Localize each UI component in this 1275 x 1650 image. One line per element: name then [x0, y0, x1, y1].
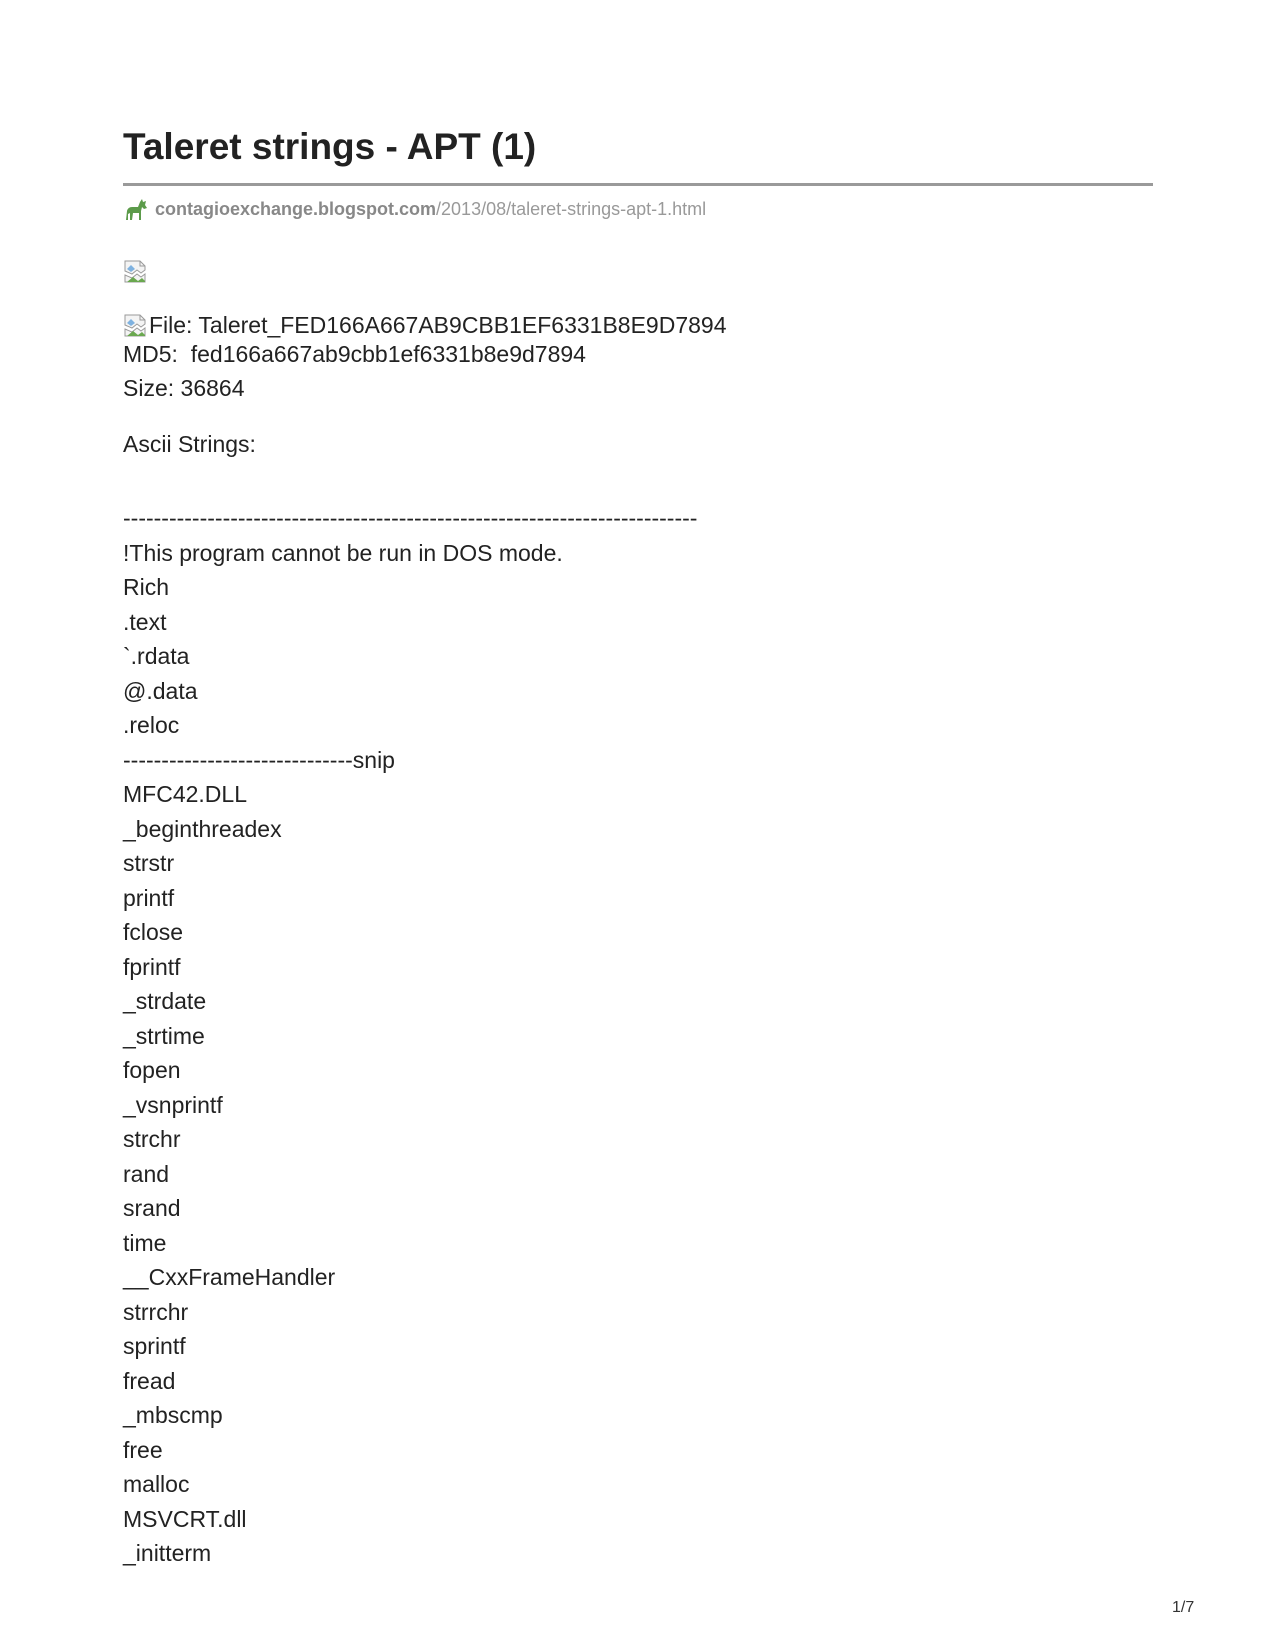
list-item: fopen	[123, 1057, 181, 1083]
source-path[interactable]: /2013/08/taleret-strings-apt-1.html	[436, 198, 707, 219]
page-title: Taleret strings - APT (1)	[123, 126, 537, 167]
list-item: strchr	[123, 1126, 181, 1152]
list-item: _initterm	[123, 1540, 212, 1566]
list-item: strstr	[123, 850, 175, 876]
list-item: _strdate	[123, 988, 207, 1014]
list-item: fprintf	[123, 953, 181, 980]
list-item: malloc	[123, 1471, 190, 1497]
list-item: free	[123, 1436, 163, 1463]
list-item: ------------------------------snip	[123, 746, 395, 773]
broken-image-icon	[123, 259, 148, 284]
list-item: srand	[123, 1195, 181, 1221]
md5-line: MD5: fed166a667ab9cbb1ef6331b8e9d7894	[123, 341, 586, 367]
list-item: _vsnprintf	[123, 1091, 223, 1118]
list-item: @.data	[123, 677, 198, 704]
source-link[interactable]	[123, 196, 706, 222]
horse-logo-icon	[123, 196, 149, 222]
page-number: 1/7	[1172, 1599, 1195, 1616]
list-item: `.rdata	[123, 643, 190, 669]
list-item: printf	[123, 884, 175, 911]
list-item: ---------------------------------------------------------------------------	[123, 505, 698, 531]
list-item: rand	[123, 1160, 170, 1187]
list-item: .reloc	[123, 712, 180, 738]
list-item: _strtime	[123, 1022, 205, 1049]
broken-image-icon	[123, 313, 148, 338]
list-item: time	[123, 1229, 167, 1256]
list-item: strrchr	[123, 1298, 189, 1325]
list-item: _beginthreadex	[123, 815, 282, 842]
file-name-line	[123, 312, 727, 339]
source-domain[interactable]: contagioexchange.blogspot.com	[155, 198, 437, 219]
file-name: File: Taleret_FED166A667AB9CBB1EF6331B8E9D7894	[149, 312, 727, 338]
list-item: fread	[123, 1367, 176, 1394]
title-divider	[123, 183, 1153, 186]
list-item: .text	[123, 608, 167, 635]
strings-list	[123, 501, 697, 1571]
list-item: !This program cannot be run in DOS mode.	[123, 539, 563, 566]
strings-heading: Ascii Strings:	[123, 431, 256, 457]
list-item: MSVCRT.dll	[123, 1505, 247, 1532]
list-item: sprintf	[123, 1333, 186, 1359]
list-item: _mbscmp	[123, 1402, 223, 1428]
size-line: Size: 36864	[123, 375, 245, 401]
list-item: MFC42.DLL	[123, 781, 247, 807]
list-item: __CxxFrameHandler	[123, 1264, 336, 1290]
list-item: fclose	[123, 919, 184, 945]
list-item: Rich	[123, 574, 170, 600]
